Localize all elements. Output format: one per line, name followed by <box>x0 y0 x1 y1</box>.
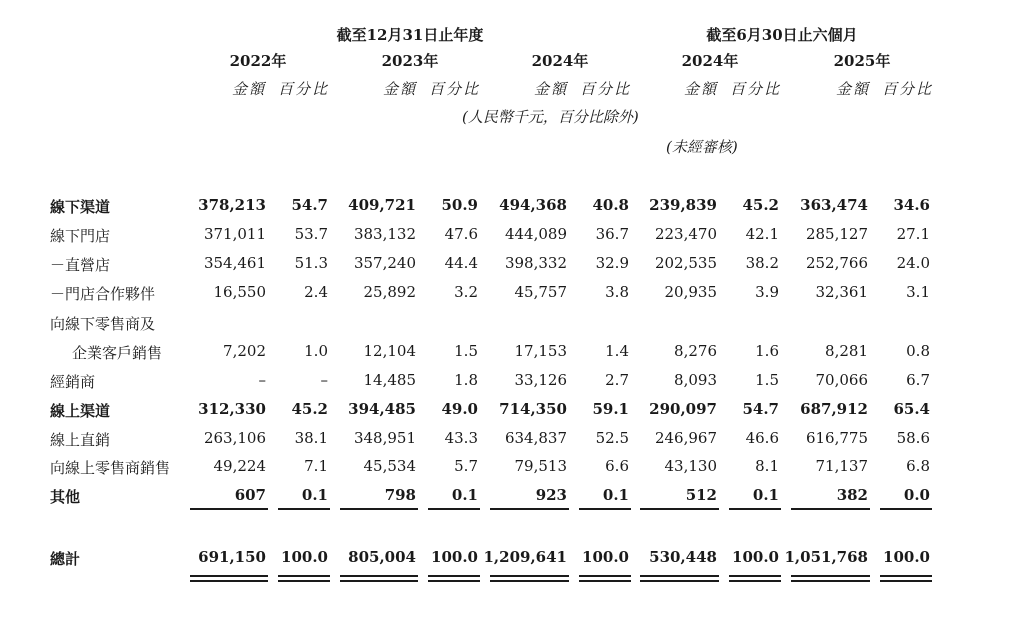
cell-amount-2024-h1: 8,276 <box>674 342 717 360</box>
total-cell-percent-2025-h1: 100.0 <box>883 548 930 566</box>
row-label: 向線下零售商及 <box>50 315 156 333</box>
cell-percent-2023: 50.9 <box>441 196 478 214</box>
total-cell-percent-2023: 100.0 <box>431 548 478 566</box>
cell-percent-2022: 53.7 <box>294 225 328 243</box>
row-label: 向線上零售商銷售 <box>50 459 171 477</box>
cell-amount-2025-h1: 382 <box>836 486 868 504</box>
cell-percent-2025-h1: 6.8 <box>906 457 930 475</box>
cell-percent-2022: 38.1 <box>294 429 328 447</box>
total-double-rule <box>340 575 418 577</box>
total-cell-percent-2024: 100.0 <box>582 548 629 566</box>
total-double-rule <box>729 575 781 577</box>
total-cell-amount-2023: 805,004 <box>348 548 416 566</box>
cell-percent-2022: 1.0 <box>304 342 328 360</box>
cell-amount-2025-h1: 71,137 <box>815 457 868 475</box>
cell-percent-2023: 1.8 <box>454 371 478 389</box>
cell-amount-2024: 79,513 <box>514 457 567 475</box>
cell-percent-2025-h1: 6.7 <box>906 371 930 389</box>
subtotal-rule <box>428 508 480 510</box>
col-percent-2025-h1: 百分比 <box>882 80 934 98</box>
subtotal-rule <box>640 508 719 510</box>
total-double-rule <box>729 580 781 582</box>
row-label: 線上直銷 <box>50 431 111 449</box>
cell-amount-2024: 444,089 <box>504 225 567 243</box>
row-label: －門店合作夥伴 <box>50 285 156 303</box>
total-cell-amount-2024: 1,209,641 <box>483 548 567 566</box>
unaudited-note: (未經審核) <box>666 138 738 156</box>
col-amount-2023: 金額 <box>383 80 418 98</box>
total-double-rule <box>278 580 330 582</box>
cell-percent-2025-h1: 0.8 <box>906 342 930 360</box>
cell-percent-2025-h1: 24.0 <box>896 254 930 272</box>
total-double-rule <box>579 580 631 582</box>
unit-note: (人民幣千元，百分比除外) <box>462 108 639 126</box>
total-double-rule <box>278 575 330 577</box>
cell-amount-2024: 714,350 <box>499 400 567 418</box>
total-cell-amount-2024-h1: 530,448 <box>649 548 717 566</box>
total-double-rule <box>791 580 870 582</box>
cell-percent-2024-h1: 1.5 <box>755 371 779 389</box>
year-header-2024: 2024年 <box>531 52 589 70</box>
cell-percent-2024: 2.7 <box>605 371 629 389</box>
col-amount-2024-h1: 金額 <box>684 80 719 98</box>
cell-percent-2025-h1: 27.1 <box>896 225 930 243</box>
total-label: 總計 <box>50 550 81 568</box>
col-amount-2025-h1: 金額 <box>836 80 871 98</box>
subtotal-rule <box>880 508 932 510</box>
cell-percent-2022: 45.2 <box>291 400 328 418</box>
cell-amount-2023: 45,534 <box>363 457 416 475</box>
cell-amount-2024: 494,368 <box>499 196 567 214</box>
cell-percent-2023: 1.5 <box>454 342 478 360</box>
col-amount-2022: 金額 <box>232 80 267 98</box>
total-cell-amount-2025-h1: 1,051,768 <box>784 548 868 566</box>
cell-amount-2022: 16,550 <box>213 283 266 301</box>
cell-percent-2025-h1: 58.6 <box>896 429 930 447</box>
cell-percent-2022: 54.7 <box>291 196 328 214</box>
subtotal-rule <box>490 508 569 510</box>
cell-percent-2024: 3.8 <box>605 283 629 301</box>
total-double-rule <box>428 575 480 577</box>
cell-amount-2025-h1: 32,361 <box>815 283 868 301</box>
cell-amount-2024: 45,757 <box>514 283 567 301</box>
cell-amount-2025-h1: 252,766 <box>805 254 868 272</box>
cell-percent-2024: 1.4 <box>605 342 629 360</box>
cell-percent-2025-h1: 0.0 <box>903 486 930 504</box>
cell-percent-2024: 36.7 <box>595 225 629 243</box>
cell-amount-2022: 312,330 <box>198 400 266 418</box>
total-cell-amount-2022: 691,150 <box>198 548 266 566</box>
row-label: 企業客戶銷售 <box>72 344 163 362</box>
cell-percent-2023: 0.1 <box>451 486 478 504</box>
subtotal-rule <box>729 508 781 510</box>
cell-percent-2024: 40.8 <box>592 196 629 214</box>
cell-amount-2023: 25,892 <box>363 283 416 301</box>
row-label: －直營店 <box>50 256 111 274</box>
row-label: 線下門店 <box>50 227 111 245</box>
cell-amount-2024-h1: 43,130 <box>664 457 717 475</box>
cell-percent-2025-h1: 65.4 <box>893 400 930 418</box>
cell-percent-2024: 59.1 <box>592 400 629 418</box>
cell-amount-2024-h1: 239,839 <box>649 196 717 214</box>
cell-amount-2025-h1: 687,912 <box>800 400 868 418</box>
total-double-rule <box>791 575 870 577</box>
year-header-2024-h1: 2024年 <box>681 52 739 70</box>
total-double-rule <box>579 575 631 577</box>
col-amount-2024: 金額 <box>534 80 569 98</box>
cell-percent-2024: 32.9 <box>595 254 629 272</box>
row-label: 線上渠道 <box>50 402 111 420</box>
cell-amount-2024: 33,126 <box>514 371 567 389</box>
cell-amount-2022: – <box>258 371 266 389</box>
cell-amount-2025-h1: 8,281 <box>825 342 868 360</box>
cell-amount-2024: 398,332 <box>504 254 567 272</box>
cell-amount-2022: 263,106 <box>203 429 266 447</box>
total-double-rule <box>428 580 480 582</box>
cell-amount-2024: 17,153 <box>514 342 567 360</box>
cell-percent-2022: 51.3 <box>294 254 328 272</box>
cell-percent-2022: 7.1 <box>304 457 328 475</box>
cell-percent-2024: 0.1 <box>602 486 629 504</box>
total-double-rule <box>880 575 932 577</box>
cell-amount-2022: 607 <box>234 486 266 504</box>
subtotal-rule <box>791 508 870 510</box>
cell-percent-2024-h1: 8.1 <box>755 457 779 475</box>
cell-amount-2022: 7,202 <box>223 342 266 360</box>
cell-percent-2023: 44.4 <box>444 254 478 272</box>
subtotal-rule <box>579 508 631 510</box>
cell-amount-2023: 348,951 <box>353 429 416 447</box>
col-percent-2024-h1: 百分比 <box>730 80 782 98</box>
period-header-interim: 截至6月30日止六個月 <box>706 26 858 44</box>
cell-percent-2024-h1: 54.7 <box>742 400 779 418</box>
cell-amount-2023: 14,485 <box>363 371 416 389</box>
total-double-rule <box>880 580 932 582</box>
year-header-2023: 2023年 <box>381 52 439 70</box>
cell-percent-2023: 43.3 <box>444 429 478 447</box>
cell-percent-2024: 6.6 <box>605 457 629 475</box>
total-double-rule <box>490 580 569 582</box>
cell-amount-2025-h1: 70,066 <box>815 371 868 389</box>
cell-amount-2023: 798 <box>384 486 416 504</box>
cell-percent-2024-h1: 3.9 <box>755 283 779 301</box>
cell-amount-2024: 634,837 <box>504 429 567 447</box>
col-percent-2024: 百分比 <box>580 80 632 98</box>
year-header-2025-h1: 2025年 <box>833 52 891 70</box>
total-double-rule <box>490 575 569 577</box>
cell-amount-2025-h1: 363,474 <box>800 196 868 214</box>
total-cell-percent-2024-h1: 100.0 <box>732 548 779 566</box>
cell-percent-2022: – <box>320 371 328 389</box>
cell-percent-2025-h1: 3.1 <box>906 283 930 301</box>
cell-amount-2022: 371,011 <box>203 225 266 243</box>
cell-amount-2022: 49,224 <box>213 457 266 475</box>
cell-amount-2022: 354,461 <box>203 254 266 272</box>
cell-amount-2023: 409,721 <box>348 196 416 214</box>
row-label: 其他 <box>50 488 81 506</box>
cell-amount-2023: 383,132 <box>353 225 416 243</box>
cell-percent-2022: 2.4 <box>304 283 328 301</box>
cell-percent-2023: 3.2 <box>454 283 478 301</box>
cell-amount-2024-h1: 246,967 <box>654 429 717 447</box>
cell-percent-2024: 52.5 <box>595 429 629 447</box>
cell-percent-2024-h1: 1.6 <box>755 342 779 360</box>
cell-amount-2024-h1: 223,470 <box>654 225 717 243</box>
col-percent-2023: 百分比 <box>429 80 481 98</box>
col-percent-2022: 百分比 <box>278 80 330 98</box>
cell-amount-2023: 394,485 <box>348 400 416 418</box>
cell-percent-2023: 49.0 <box>441 400 478 418</box>
cell-percent-2022: 0.1 <box>301 486 328 504</box>
cell-percent-2024-h1: 42.1 <box>745 225 779 243</box>
cell-amount-2024-h1: 8,093 <box>674 371 717 389</box>
cell-amount-2024-h1: 290,097 <box>649 400 717 418</box>
cell-percent-2025-h1: 34.6 <box>893 196 930 214</box>
year-header-2022: 2022年 <box>229 52 287 70</box>
total-double-rule <box>190 575 268 577</box>
cell-percent-2024-h1: 45.2 <box>742 196 779 214</box>
total-double-rule <box>640 575 719 577</box>
total-double-rule <box>340 580 418 582</box>
cell-percent-2023: 47.6 <box>444 225 478 243</box>
subtotal-rule <box>340 508 418 510</box>
cell-percent-2024-h1: 46.6 <box>745 429 779 447</box>
period-header-annual: 截至12月31日止年度 <box>336 26 484 44</box>
cell-amount-2024-h1: 202,535 <box>654 254 717 272</box>
cell-amount-2025-h1: 616,775 <box>805 429 868 447</box>
total-double-rule <box>640 580 719 582</box>
total-double-rule <box>190 580 268 582</box>
cell-amount-2024: 923 <box>535 486 567 504</box>
row-label: 線下渠道 <box>50 198 111 216</box>
total-cell-percent-2022: 100.0 <box>281 548 328 566</box>
subtotal-rule <box>278 508 330 510</box>
cell-amount-2023: 12,104 <box>363 342 416 360</box>
cell-percent-2024-h1: 0.1 <box>752 486 779 504</box>
row-label: 經銷商 <box>50 373 96 391</box>
cell-amount-2024-h1: 512 <box>685 486 717 504</box>
subtotal-rule <box>190 508 268 510</box>
cell-amount-2023: 357,240 <box>353 254 416 272</box>
cell-percent-2024-h1: 38.2 <box>745 254 779 272</box>
cell-percent-2023: 5.7 <box>454 457 478 475</box>
cell-amount-2022: 378,213 <box>198 196 266 214</box>
cell-amount-2025-h1: 285,127 <box>805 225 868 243</box>
cell-amount-2024-h1: 20,935 <box>664 283 717 301</box>
